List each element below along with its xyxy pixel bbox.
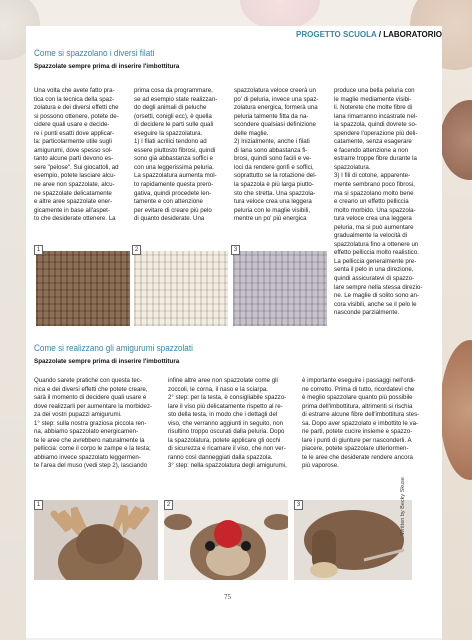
photo-number: 1: [34, 500, 43, 510]
reindeer-face-photo: [164, 500, 288, 580]
text-line: infine altre aree non spazzolate come gli: [168, 377, 278, 384]
text-line: tanto alcune parti devono es-: [34, 155, 114, 163]
text-line: cidere quali usare e decide-: [34, 121, 110, 129]
text-line: La spazzolatura aumenta mol-: [134, 172, 217, 180]
text-line: viso, che verranno aggiunti in seguito, non: [168, 419, 284, 427]
text-line: loci da rendere gonfi e soffici,: [234, 163, 314, 171]
text-line: sarà il momento di decidere quali usare e: [34, 394, 147, 402]
text-line: sto che stretta. Una spazzola-: [234, 189, 316, 197]
swatch-number: 3: [231, 245, 240, 255]
text-line: essere piuttosto fibrosi, quindi: [134, 146, 216, 154]
text-line: e facendo attenzione a non: [334, 146, 409, 154]
text-line: nasconde parzialmente.: [334, 309, 400, 317]
text-line: dove realizzarli per aumentare la morbidez-: [34, 402, 153, 410]
text-line: lare il viso più delicatamente rispetto al re-: [168, 402, 283, 410]
text-line: con una leggerissima peluria.: [134, 163, 214, 171]
text-line: di quanto desiderate. Una: [134, 215, 205, 223]
text-line: te le aree che avrebbero naturalmente la: [34, 436, 145, 444]
text-line: tura veloce crea una leggera: [334, 215, 412, 223]
cream-swatch-image: [134, 251, 228, 326]
text-line: di estrarre alcune fibre dell'imbottitura stes-: [302, 411, 420, 419]
text-line: la spazzola, quindi dovrete so-: [334, 121, 417, 129]
text-line: prima dell'imbottitura, altrimenti si rischia: [302, 402, 413, 410]
text-line: na, abbiamo spazzolato energicamen-: [34, 428, 139, 436]
section1-subtitle: Spazzolate sempre prima di inserire l'imbottitura: [34, 63, 180, 70]
text-line: spazzolatura.: [334, 163, 371, 171]
text-line: abbiamo invece spazzolato leggermen-: [34, 453, 141, 461]
text-line: ne aree non spazzolate, alcu-: [34, 181, 115, 189]
text-line: quindi assicuratevi di spazzo-: [334, 275, 415, 283]
text-line: Quando sarete pratiche con questa tec-: [34, 377, 142, 384]
text-line: tura veloce crea una leggera: [234, 198, 312, 206]
text-line: è meglio spazzolare quanto più possibile: [302, 394, 413, 402]
text-line: re i punti esatti dove applicar-: [34, 129, 115, 137]
text-line: si possono ottenere, potete de-: [34, 112, 119, 120]
text-line: estrarre troppe fibre durante la: [334, 155, 417, 163]
text-line: gativa, quindi procedete len-: [134, 189, 212, 197]
text-line: risultino troppo oscurati dalla peluria. Dopo: [168, 428, 285, 436]
brown-swatch-image: [36, 251, 130, 326]
text-line: di lana sono abbastanza fi-: [234, 146, 308, 154]
section-header: [296, 30, 442, 39]
reindeer-body-illustration: [34, 500, 158, 580]
section2-column-3: [302, 377, 432, 471]
reindeer-legs-photo: [294, 500, 412, 580]
text-line: ne corretto. Prima di tutto, ricordatevi che: [302, 385, 415, 393]
section1-title: Come si spazzolano i diversi filati: [34, 48, 155, 59]
reindeer-body-photo: [34, 500, 158, 580]
author-credit: Written by Becky Skuse: [400, 477, 406, 535]
section-separator: /: [378, 30, 381, 39]
text-line: ne spazzolate delicatamente: [34, 189, 112, 197]
section1-column-1: [34, 87, 126, 224]
text-line: peluria talmente fitta da na-: [234, 112, 309, 120]
text-line: più vaporose.: [302, 462, 339, 470]
section2-title: Come si realizzano gli amigurumi spazzolati: [34, 343, 193, 354]
text-line: amigurumi, dove spesso sol-: [34, 146, 113, 154]
section2-column-1: [34, 377, 164, 471]
text-line: sere "pelose". Sui giocattoli, ad: [34, 163, 119, 171]
text-line: 3° step: nella spazzolatura degli amigurumi,: [168, 462, 287, 470]
text-line: lare i punti di giunture per nasconderli. A: [302, 436, 412, 444]
text-line: te le aree che desiderate rendere ancora: [302, 453, 413, 461]
text-line: 3) I fili di cotone, apparente-: [334, 172, 411, 180]
text-line: cora visibili, anche se il pelo le: [334, 300, 417, 308]
reindeer-legs-illustration: [294, 500, 412, 580]
text-line: Una volta che avete fatto pra-: [34, 87, 115, 94]
text-line: gicamente in base all'aspet-: [34, 206, 110, 214]
text-line: 2° step: per la testa, è consigliabile spazzo-: [168, 394, 287, 402]
text-line: soprattutto se la rotazione del-: [234, 172, 317, 180]
text-line: la spazzola è più larga piutto-: [234, 181, 314, 189]
text-line: ma si spazzolano molto bene: [334, 189, 414, 197]
text-line: (orsetti, conigli ecc), è quella: [134, 112, 212, 120]
text-line: prima cosa da programmare,: [134, 87, 213, 94]
text-line: produce una bella peluria con: [334, 87, 415, 94]
text-line: 1) I filati acrilici tendono ad: [134, 138, 207, 146]
text-line: to rapidamente questa prero-: [134, 181, 214, 189]
text-line: spazzolatura veloce creerà un: [234, 87, 316, 94]
text-line: zolatura energica, formerà una: [234, 104, 318, 112]
swatch-number: 1: [34, 245, 43, 255]
text-line: è importante eseguire i passaggi nell'ordi-: [302, 377, 416, 384]
text-line: effetto pelliccia molto realistico.: [334, 249, 419, 257]
text-line: to che desiderate ottenere. La: [34, 215, 116, 223]
text-line: 2) Inizialmente, anche i filati: [234, 138, 310, 146]
text-line: po' di peluria, invece una spaz-: [234, 95, 319, 103]
text-line: peluria con le maglie visibili,: [234, 206, 311, 214]
photo-number: 3: [294, 500, 303, 510]
text-line: tamente e con attenzione: [134, 198, 203, 206]
text-line: lana rimarranno incastrate nel-: [334, 112, 418, 120]
text-line: spendere l'operazione più deli-: [334, 129, 418, 137]
text-line: e altre aree spazzolate ener-: [34, 198, 113, 206]
text-line: per evitare di creare più pelo: [134, 206, 212, 214]
text-line: molto morbido. Una spazzola-: [334, 206, 416, 214]
text-line: sono già abbastanza soffici e: [134, 155, 214, 163]
text-line: spazzolatura fino a ottenere un: [334, 240, 419, 248]
text-line: zolatura e dei diversi effetti che: [34, 104, 119, 112]
text-line: gradualmente la velocità di: [334, 232, 408, 240]
background-left: [0, 0, 26, 640]
text-line: piacere, potete spazzolare ulteriormen-: [302, 445, 409, 453]
text-line: se ad esempio state realizzan-: [134, 95, 218, 103]
text-line: sto della testa, in modo che i dettagli del: [168, 411, 278, 419]
text-line: za dei vostri pupazzi amigurumi.: [34, 411, 122, 419]
text-line: sa. Dopo aver spazzolato e imbottito le va-: [302, 419, 419, 427]
section2-subtitle: Spazzolate sempre prima di inserire l'imbottitura: [34, 358, 180, 365]
text-line: zoccoli, le corna, il naso e la sciarpa.: [168, 385, 269, 393]
text-line: e creano un effetto pelliccia: [334, 198, 409, 206]
section2-column-2: [168, 377, 298, 471]
text-line: tica con la tecnica della spaz-: [34, 95, 115, 103]
text-line: lare sempre nella stessa direzio-: [334, 283, 423, 291]
text-line: La pelliccia generalmente pre-: [334, 257, 417, 265]
grey-swatch-image: [233, 251, 327, 326]
text-line: delle maglie.: [234, 129, 269, 137]
text-line: senta il pelo in una direzione,: [334, 266, 414, 274]
text-line: le maglie mediamente visibi-: [334, 95, 412, 103]
text-line: ranno così danneggiati dalla spazzola.: [168, 453, 273, 461]
text-line: eseguire la spazzolatura.: [134, 129, 203, 137]
reindeer-face-illustration: [164, 500, 288, 580]
section-name: PROGETTO SCUOLA: [296, 30, 377, 39]
text-line: scondere qualsiasi definizione: [234, 121, 316, 129]
section1-column-4: [334, 87, 426, 318]
text-line: la: particolarmente utile sugli: [34, 138, 112, 146]
text-line: esempio, potete lasciare alcu-: [34, 172, 116, 180]
text-line: ne. Le maglie di solito sono an-: [334, 292, 419, 300]
text-line: mente sembrano poco fibrosi,: [334, 181, 415, 189]
text-line: li. Noterete che molte fibre di: [334, 104, 413, 112]
photo-number: 2: [164, 500, 173, 510]
text-line: catamente, senza esagerare: [334, 138, 412, 146]
section-label: LABORATORIO: [383, 30, 442, 39]
text-line: rie parti, potete cucire insieme e spazzo-: [302, 428, 413, 436]
text-line: mentre un po' più energica: [234, 215, 307, 223]
text-line: 1° step: sulla nostra graziosa piccola ren-: [34, 419, 147, 427]
swatch-number: 2: [132, 245, 141, 255]
section1-column-3: [234, 87, 326, 224]
text-line: la spazzolatura, potete applicare gli occhi: [168, 436, 281, 444]
text-line: te l'area del muso (vedi step 2), lasciando: [34, 462, 148, 470]
text-line: nica e dei diversi effetti che potete creare,: [34, 385, 148, 393]
text-line: di sicurezza e ricamare il viso, che non ver-: [168, 445, 286, 453]
page-number: 75: [224, 593, 231, 601]
text-line: pelliccia: come il corpo le zampe e la testa;: [34, 445, 151, 453]
text-line: do degli animali di peluche: [134, 104, 207, 112]
background-right: [442, 0, 472, 640]
text-line: brosi, quindi sono facili e ve-: [234, 155, 312, 163]
text-line: peluria, ma si può aumentare: [334, 223, 414, 231]
text-line: di decidere le parti sulle quali: [134, 121, 214, 129]
section1-column-2: [134, 87, 226, 224]
